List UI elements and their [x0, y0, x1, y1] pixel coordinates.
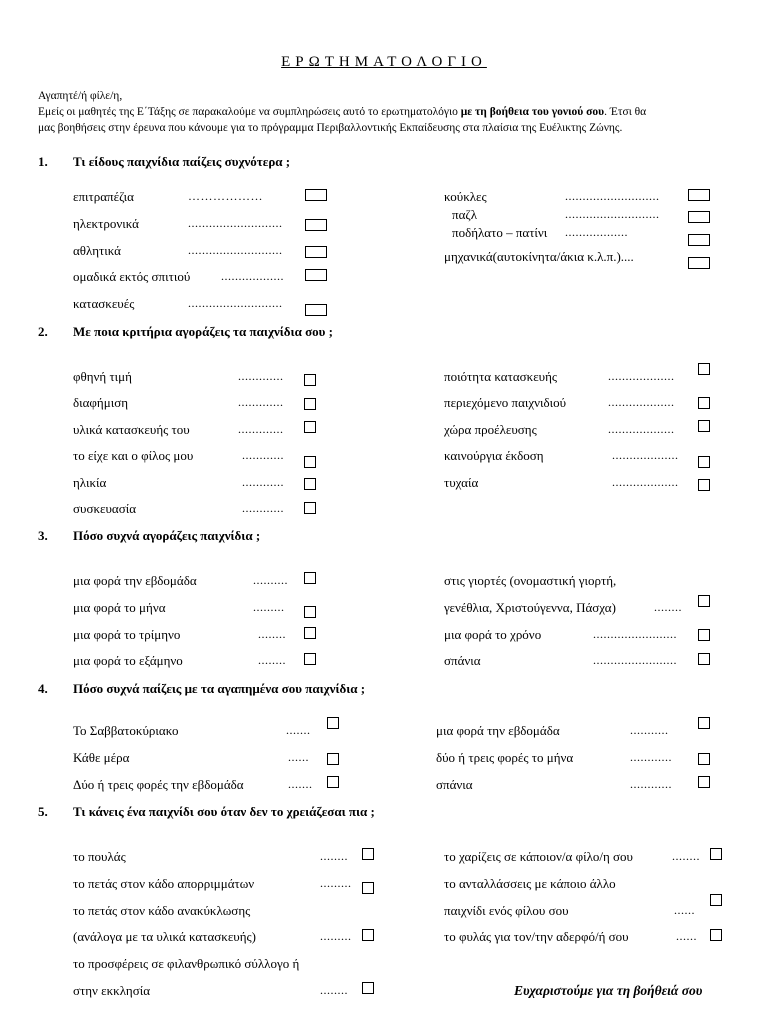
option-dots: ............. [238, 369, 284, 383]
option-dots: ................... [612, 475, 679, 489]
option-label: γενέθλια, Χριστούγεννα, Πάσχα) [444, 600, 616, 615]
option-label: μια φορά το εξάμηνο [73, 653, 183, 668]
option-checkbox[interactable] [698, 776, 710, 788]
option-label: διαφήμιση [73, 395, 129, 410]
option-dots: ............ [242, 501, 284, 515]
option-dots: ............ [242, 448, 284, 462]
option-checkbox[interactable] [362, 848, 374, 860]
option-dots: .......... [253, 573, 288, 587]
option-checkbox[interactable] [710, 894, 722, 906]
option-checkbox[interactable] [698, 479, 710, 491]
option-checkbox[interactable] [698, 420, 710, 432]
option-dots: ........................... [188, 216, 283, 230]
option-checkbox[interactable] [688, 234, 710, 246]
option-checkbox[interactable] [698, 595, 710, 607]
option-dots: ......... [320, 876, 352, 890]
option-checkbox[interactable] [698, 717, 710, 729]
option-checkbox[interactable] [327, 753, 339, 765]
option-label: το ανταλλάσσεις με κάποιο άλλο [444, 876, 616, 891]
option-label: (ανάλογα με τα υλικά κατασκευής) [73, 929, 256, 944]
option-checkbox[interactable] [304, 502, 316, 514]
option-dots: ...... [288, 750, 309, 764]
option-checkbox[interactable] [304, 374, 316, 386]
option-label: κατασκευές [73, 296, 135, 311]
option-dots: .................. [565, 225, 628, 239]
option-dots: ........ [672, 849, 700, 863]
intro-line-1-start: Εμείς οι μαθητές της Ε΄Τάξης σε παρακαλούμε να συμπληρώσεις αυτό το ερωτηματολόγιο [38, 106, 461, 118]
option-label: συσκευασία [73, 501, 137, 516]
question-3-number: 3. [38, 528, 48, 543]
option-label: Δύο ή τρεις φορές την εβδομάδα [73, 777, 244, 792]
option-checkbox[interactable] [305, 246, 327, 258]
option-dots: ........ [320, 983, 348, 997]
option-dots: ........................... [565, 207, 660, 221]
option-checkbox[interactable] [304, 572, 316, 584]
question-3-text: Πόσο συχνά αγοράζεις παιχνίδια ; [73, 528, 261, 543]
option-label: μια φορά το μήνα [73, 600, 166, 615]
option-checkbox[interactable] [688, 257, 710, 269]
option-checkbox[interactable] [688, 189, 710, 201]
question-4-text: Πόσο συχνά παίζεις με τα αγαπημένα σου παιχνίδια ; [73, 681, 366, 696]
option-label: χώρα προέλευσης [444, 422, 537, 437]
option-label: μια φορά το χρόνο [444, 627, 542, 642]
page-title: ΕΡΩΤΗΜΑΤΟΛΟΓΙΟ [281, 54, 487, 70]
option-label: ομαδικά εκτός σπιτιού [73, 269, 191, 284]
option-label: καινούργια έκδοση [444, 448, 544, 463]
option-label: επιτραπέζια [73, 189, 134, 204]
option-checkbox[interactable] [304, 478, 316, 490]
option-dots: ............ [630, 750, 672, 764]
option-label: παιχνίδι ενός φίλου σου [444, 903, 569, 918]
option-label: στην εκκλησία [73, 983, 151, 998]
option-dots: ........ [320, 849, 348, 863]
question-2-number: 2. [38, 324, 48, 339]
intro-line-1-bold: με τη βοήθεια του γονιού σου [460, 106, 605, 118]
question-1-text: Τι είδους παιχνίδια παίζεις συχνότερα ; [73, 154, 291, 169]
option-label: το πετάς στον κάδο ανακύκλωσης [73, 903, 251, 918]
intro-line-2: μας βοηθήσεις στην έρευνα που κάνουμε για το πρόγραμμα Περιβαλλοντικής Εκπαίδευσης στα πλαίσια της Ευέλικτης Ζώνης. [38, 122, 623, 134]
option-label: Κάθε μέρα [73, 750, 130, 765]
option-checkbox[interactable] [698, 753, 710, 765]
option-checkbox[interactable] [698, 397, 710, 409]
option-label: ποιότητα κατασκευής [444, 369, 558, 384]
option-checkbox[interactable] [698, 629, 710, 641]
option-label: το είχε και ο φίλος μου [73, 448, 194, 463]
option-label: σπάνια [444, 653, 481, 668]
option-label: το χαρίζεις σε κάποιον/α φίλο/η σου [444, 849, 633, 864]
option-dots: .................. [221, 269, 284, 283]
option-dots: ......... [320, 929, 352, 943]
option-dots: ............. [238, 422, 284, 436]
option-dots: ........................ [593, 653, 677, 667]
question-5-text: Τι κάνεις ένα παιχνίδι σου όταν δεν το χρειάζεσαι πια ; [73, 804, 375, 819]
intro-line-1 [38, 106, 646, 118]
option-checkbox[interactable] [327, 776, 339, 788]
option-label: κούκλες [444, 189, 487, 204]
option-dots: ............. [238, 395, 284, 409]
option-dots: ........................... [188, 243, 283, 257]
option-dots: ........................... [565, 189, 660, 203]
option-label: δύο ή τρεις φορές το μήνα [436, 750, 574, 765]
option-label: ηλικία [73, 475, 107, 490]
option-dots: ........ [258, 627, 286, 641]
option-checkbox[interactable] [304, 456, 316, 468]
option-dots: ................... [608, 369, 675, 383]
closing-thanks: Ευχαριστούμε για τη βοήθειά σου [514, 983, 703, 998]
option-checkbox[interactable] [362, 882, 374, 894]
option-label: μια φορά την εβδομάδα [73, 573, 197, 588]
option-checkbox[interactable] [304, 606, 316, 618]
option-dots: ................... [608, 422, 675, 436]
option-label: Το Σαββατοκύριακο [73, 723, 179, 738]
question-2-text: Με ποια κριτήρια αγοράζεις τα παιχνίδια σου ; [73, 324, 333, 339]
option-checkbox[interactable] [305, 269, 327, 281]
option-label: μια φορά το τρίμηνο [73, 627, 181, 642]
question-5-number: 5. [38, 804, 48, 819]
option-checkbox[interactable] [362, 982, 374, 994]
option-checkbox[interactable] [304, 398, 316, 410]
option-checkbox[interactable] [710, 929, 722, 941]
option-label: το προσφέρεις σε φιλανθρωπικό σύλλογο ή [73, 956, 300, 971]
option-checkbox[interactable] [305, 189, 327, 201]
option-dots: ........................ [593, 627, 677, 641]
option-label: το πετάς στον κάδο απορριμμάτων [73, 876, 255, 891]
option-dots: ................... [608, 395, 675, 409]
option-checkbox[interactable] [698, 653, 710, 665]
option-label: ηλεκτρονικά [73, 216, 139, 231]
option-dots: ............ [630, 777, 672, 791]
option-dots: ................... [612, 448, 679, 462]
option-checkbox[interactable] [327, 717, 339, 729]
option-label: μηχανικά(αυτοκίνητα/άκια κ.λ.π.).... [444, 249, 634, 264]
option-dots: ....... [288, 777, 313, 791]
option-label: τυχαία [444, 475, 479, 490]
option-label: παζλ [452, 207, 478, 222]
option-label: στις γιορτές (ονομαστική γιορτή, [444, 573, 617, 588]
option-dots: ...... [674, 903, 695, 917]
option-label: μια φορά την εβδομάδα [436, 723, 560, 738]
option-checkbox[interactable] [305, 219, 327, 231]
option-checkbox[interactable] [304, 653, 316, 665]
question-1-number: 1. [38, 154, 48, 169]
option-dots: ...... [676, 929, 697, 943]
option-dots: ............ [242, 475, 284, 489]
option-dots: ........ [654, 600, 682, 614]
option-label: αθλητικά [73, 243, 121, 258]
option-label: σπάνια [436, 777, 473, 792]
option-dots: ........ [258, 653, 286, 667]
option-label: περιεχόμενο παιχνιδιού [444, 395, 567, 410]
option-label: το πουλάς [73, 849, 126, 864]
option-dots: ......... [253, 600, 285, 614]
option-label: φθηνή τιμή [73, 369, 132, 384]
option-dots: ....... [286, 723, 311, 737]
intro-greeting: Αγαπητέ/ή φίλε/η, [38, 90, 123, 102]
option-label: το φυλάς για τον/την αδερφό/ή σου [444, 929, 629, 944]
option-checkbox[interactable] [305, 304, 327, 316]
option-dots: ……………… [188, 189, 263, 203]
option-dots: ........... [630, 723, 669, 737]
option-checkbox[interactable] [710, 848, 722, 860]
intro-line-1-end: . Έτσι θα [604, 106, 647, 118]
option-checkbox[interactable] [698, 456, 710, 468]
option-label: ποδήλατο – πατίνι [452, 225, 548, 240]
option-checkbox[interactable] [688, 211, 710, 223]
question-4-number: 4. [38, 681, 48, 696]
option-label: υλικά κατασκευής του [73, 422, 190, 437]
option-checkbox[interactable] [304, 627, 316, 639]
option-checkbox[interactable] [304, 421, 316, 433]
option-checkbox[interactable] [362, 929, 374, 941]
option-checkbox[interactable] [698, 363, 710, 375]
option-dots: ........................... [188, 296, 283, 310]
